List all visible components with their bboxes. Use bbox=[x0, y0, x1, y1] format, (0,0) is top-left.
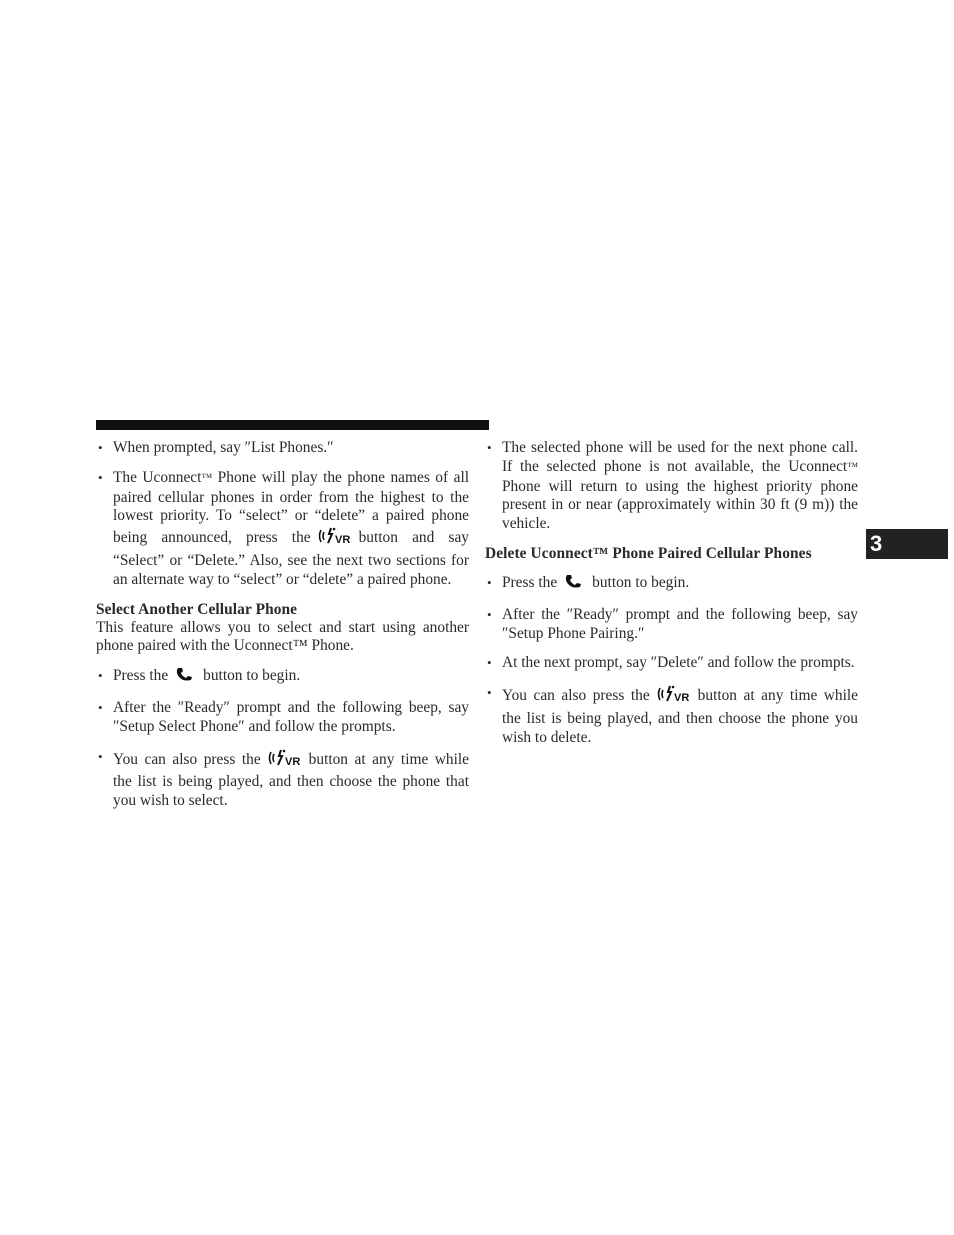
body-text: Phone will play the phone names of all paired cellular phones in order from the highest to the lowest priority. To “select” or “delete” a paired phone being announced, press the bbox=[113, 468, 470, 547]
bullet: • bbox=[487, 685, 492, 701]
body-text: Phone will return to using the highest priority phone present in or near (approximately within 30 ft (9 m)) the vehicle. bbox=[502, 477, 858, 533]
body-text: At the next prompt, say ″Delete″ and follow the prompts. bbox=[502, 654, 855, 672]
chapter-tab: 3 bbox=[866, 529, 948, 559]
list-item bbox=[485, 574, 858, 595]
trademark: ™ bbox=[847, 460, 858, 473]
bullet: • bbox=[487, 574, 492, 590]
list-item bbox=[96, 439, 469, 458]
voice-recognition-icon bbox=[656, 684, 692, 710]
bullet: • bbox=[98, 440, 103, 455]
bullet: • bbox=[98, 668, 103, 684]
phone-icon bbox=[564, 575, 584, 595]
left-column bbox=[96, 439, 469, 811]
list-item bbox=[485, 684, 858, 747]
body-text: You can also press the bbox=[113, 750, 261, 768]
list-item bbox=[485, 606, 858, 644]
right-column bbox=[485, 439, 858, 748]
list-item bbox=[96, 699, 469, 737]
intro-paragraph: This feature allows you to select and start using another phone paired with the Uconnect™ Phone. bbox=[96, 618, 469, 655]
body-text: Press the bbox=[113, 667, 169, 685]
list-item bbox=[96, 748, 469, 811]
bullet: • bbox=[98, 469, 103, 485]
body-text: After the ″Ready″ prompt and the following beep, say ″Setup Phone Pairing.″ bbox=[502, 605, 858, 642]
body-text: The Uconnect bbox=[113, 468, 202, 486]
body-text: button at any time while the list is being played, and then choose the phone you wish to delete. bbox=[502, 687, 858, 746]
body-text: button to begin. bbox=[592, 573, 690, 591]
list-item bbox=[96, 469, 469, 590]
section-rule bbox=[96, 420, 489, 430]
voice-recognition-icon bbox=[317, 526, 353, 552]
body-text: The selected phone will be used for the next phone call. If the selected phone is not available, the Uconnect bbox=[502, 439, 858, 475]
section-heading: Delete Uconnect™ Phone Paired Cellular Phones bbox=[485, 544, 812, 562]
bullet: • bbox=[487, 440, 492, 455]
body-text: After the ″Ready″ prompt and the following beep, say ″Setup Select Phone″ and follow the prompts. bbox=[113, 698, 469, 735]
trademark: ™ bbox=[201, 471, 213, 484]
section-heading: Select Another Cellular Phone bbox=[96, 600, 298, 618]
list-item bbox=[485, 439, 858, 534]
body-text: You can also press the bbox=[502, 687, 650, 705]
body-text: button and say “Select” or “Delete.” Also, see the next two sections for an alternate way to “select” or “delete” a paired phone. bbox=[113, 529, 469, 588]
voice-recognition-icon bbox=[267, 748, 303, 774]
body-text: button at any time while the list is being played, and then choose the phone that you wish to select. bbox=[113, 750, 469, 810]
phone-icon bbox=[175, 668, 195, 688]
bullet: • bbox=[487, 655, 492, 671]
body-text: Press the bbox=[502, 573, 558, 591]
list-phones-text: When prompted, say ″List Phones.″ bbox=[113, 439, 334, 456]
svg-text:VR: VR bbox=[673, 692, 689, 705]
svg-text:VR: VR bbox=[334, 534, 350, 547]
bullet: • bbox=[98, 699, 103, 715]
list-item bbox=[485, 654, 858, 673]
svg-text:VR: VR bbox=[284, 755, 300, 768]
bullet: • bbox=[487, 606, 492, 622]
body-text: button to begin. bbox=[203, 667, 301, 685]
list-item bbox=[96, 667, 469, 688]
bullet: • bbox=[98, 748, 103, 764]
